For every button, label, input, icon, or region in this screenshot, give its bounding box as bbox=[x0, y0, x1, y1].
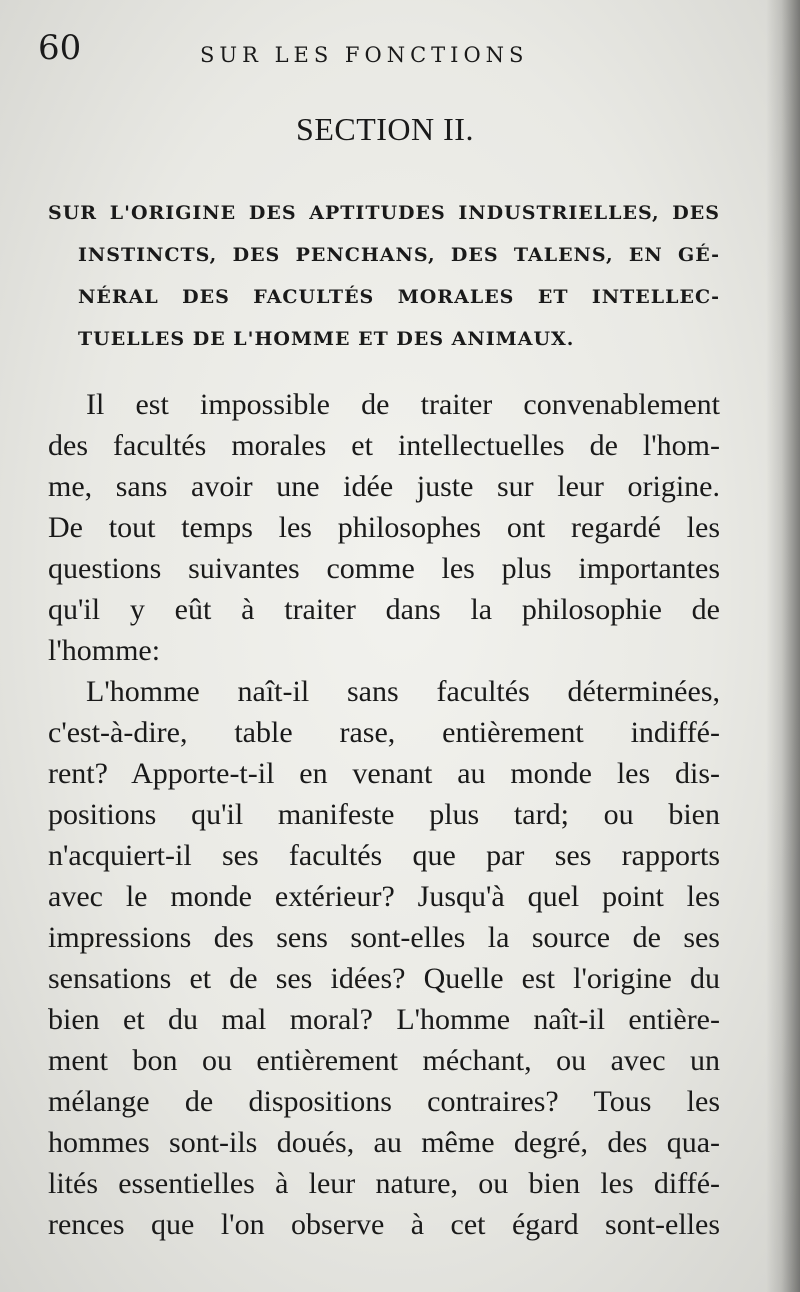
text-line: mélange de dispositions contraires? Tous les bbox=[48, 1085, 720, 1118]
text-line: sensations et de ses idées? Quelle est l'origine du bbox=[48, 962, 720, 995]
text-line: De tout temps les philosophes ont regardé les bbox=[48, 511, 720, 544]
text-line: lités essentielles à leur nature, ou bien les diffé- bbox=[48, 1167, 720, 1200]
text-line: des facultés morales et intellectuelles de l'hom- bbox=[48, 429, 720, 462]
text-line: bien et du mal moral? L'homme naît-il entière- bbox=[48, 1003, 720, 1036]
text-line: me, sans avoir une idée juste sur leur origine. bbox=[48, 470, 720, 503]
text-line: positions qu'il manifeste plus tard; ou bien bbox=[48, 798, 720, 831]
subtitle-line: NÉRAL DES FACULTÉS MORALES ET INTELLEC- bbox=[78, 286, 720, 308]
text-line: rences que l'on observe à cet égard sont-elles bbox=[48, 1208, 720, 1241]
text-line: qu'il y eût à traiter dans la philosophie de bbox=[48, 593, 720, 626]
subtitle-line: SUR L'ORIGINE DES APTITUDES INDUSTRIELLES, DES bbox=[48, 202, 720, 224]
text-line: n'acquiert-il ses facultés que par ses rapports bbox=[48, 839, 720, 872]
text-line: avec le monde extérieur? Jusqu'à quel point les bbox=[48, 880, 720, 913]
text-line: Il est impossible de traiter convenablement bbox=[86, 388, 720, 421]
subtitle-line: TUELLES DE L'HOMME ET DES ANIMAUX. bbox=[78, 328, 575, 350]
text-line: hommes sont-ils doués, au même degré, des qua- bbox=[48, 1126, 720, 1159]
text-line: l'homme: bbox=[48, 634, 161, 667]
section-heading: SECTION II. bbox=[296, 111, 474, 147]
page-number: 60 bbox=[38, 28, 82, 68]
running-title: SUR LES FONCTIONS bbox=[200, 43, 529, 67]
text-line: c'est-à-dire, table rase, entièrement indiffé- bbox=[48, 716, 720, 749]
subtitle-line: INSTINCTS, DES PENCHANS, DES TALENS, EN GÉ- bbox=[78, 244, 720, 266]
gutter-shadow bbox=[766, 0, 800, 1292]
running-head bbox=[38, 28, 738, 68]
body-text bbox=[48, 384, 720, 1245]
section-subtitle bbox=[48, 192, 720, 360]
paragraph bbox=[48, 671, 720, 1245]
text-line: rent? Apporte-t-il en venant au monde les dis- bbox=[48, 757, 720, 790]
text-line: ment bon ou entièrement méchant, ou avec un bbox=[48, 1044, 720, 1077]
text-line: impressions des sens sont-elles la source de ses bbox=[48, 921, 720, 954]
text-line: L'homme naît-il sans facultés déterminées, bbox=[86, 675, 720, 708]
paragraph bbox=[48, 384, 720, 671]
text-line: questions suivantes comme les plus importantes bbox=[48, 552, 720, 585]
